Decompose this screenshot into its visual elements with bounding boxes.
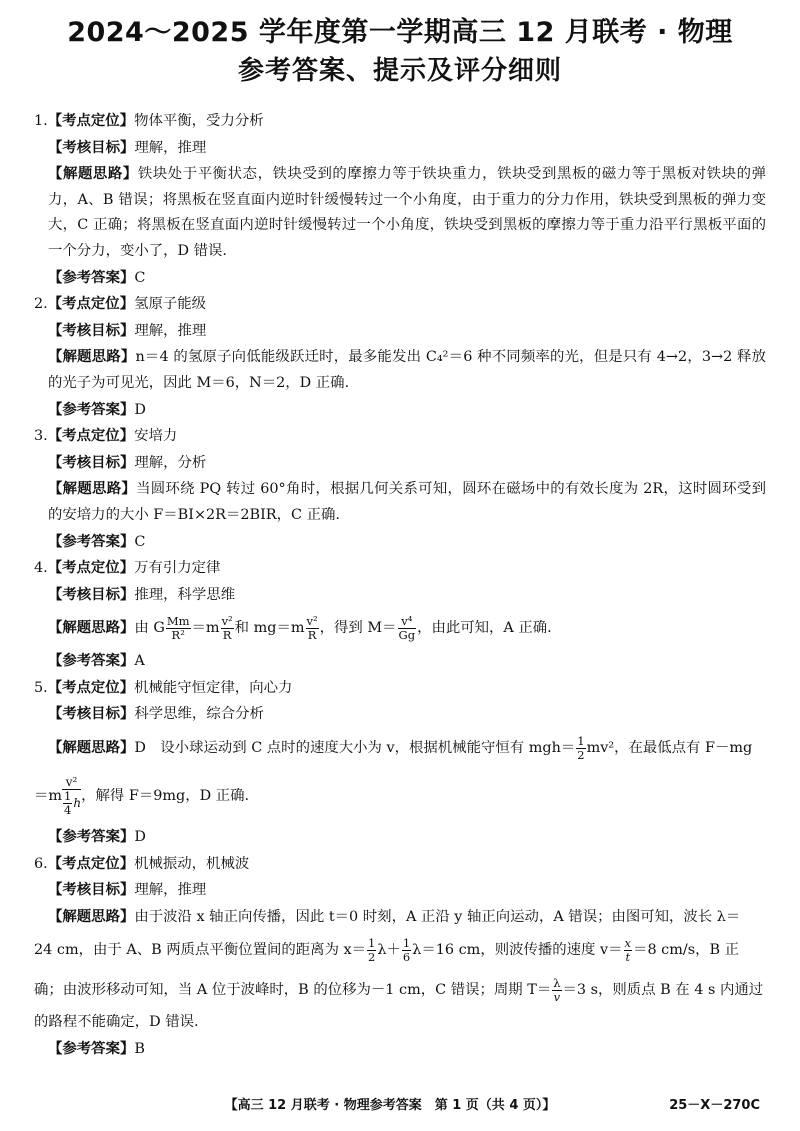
kd-text: 机械能守恒定律，向心力 xyxy=(134,679,293,696)
mb-label: 【考核目标】 xyxy=(48,138,135,156)
jt-text: 当圆环绕 PQ 转过 60°角时，根据几何关系可知，圆环在磁场中的有效长度为 2R，这时圆环受到的安培力的大小 F＝BI×2R＝2BIR，C 正确. xyxy=(48,481,766,523)
kd-text: 安培力 xyxy=(134,428,178,445)
jt-text: 铁块处于平衡状态，铁块受到的摩擦力等于铁块重力，铁块受到黑板的磁力等于黑板对铁块的弹力，A、B 错误；将黑板在竖直面内逆时针缓慢转过一个小角度，由于重力的分力作用，铁块受到黑板的弹力变大，C 正确；将黑板在竖直面内逆时针缓慢转过一个小角度，铁块受到黑板的摩擦力等于重力沿平行黑板平面的一个分力，变小了，D 错误. xyxy=(48,166,766,259)
da-label: 【参考答案】 xyxy=(48,1040,135,1058)
kd-text: 机械振动，机械波 xyxy=(134,855,250,872)
mb-label: 【考核目标】 xyxy=(48,705,135,723)
da-label: 【参考答案】 xyxy=(48,532,135,550)
fraction: $\frac{x}{t}$ xyxy=(624,935,632,964)
mb-text: 理解，推理 xyxy=(134,322,207,339)
jt-label: 【解题思路】 xyxy=(48,739,135,757)
jt-label: 【解题思路】 xyxy=(48,480,137,498)
question-number: 5. xyxy=(34,679,48,696)
da-label: 【参考答案】 xyxy=(48,828,135,846)
mb-label: 【考核目标】 xyxy=(48,453,135,471)
kd-label: 【考点定位】 xyxy=(47,559,135,577)
fraction: $\frac{Mm}{\text{R²}}$ xyxy=(166,613,190,642)
jt-text: 由 G xyxy=(134,620,165,637)
kd-label: 【考点定位】 xyxy=(47,295,135,313)
kd-label: 【考点定位】 xyxy=(47,427,135,445)
question-5: 5.【考点定位】机械能守恒定律，向心力 【考核目标】科学思维，综合分析 【解题思路】D 设小球运动到 C 点时的速度大小为 v，根据机械能守恒有 mgh＝ $\frac{1}{2}$ mv²，在最低点有 F－mg ＝m v² $\frac{1}{4}$ h ，解得 F＝9mg，D 正确. 【参考答案】D xyxy=(34,678,753,846)
answer-value: C xyxy=(134,269,146,286)
kd-label: 【考点定位】 xyxy=(47,678,135,696)
fraction: $\frac{1}{2}$ xyxy=(577,733,585,762)
fraction: $\frac{\lambda}{v}$ xyxy=(553,975,561,1004)
mb-text: 理解，推理 xyxy=(134,882,207,899)
mb-text: 理解，推理 xyxy=(134,139,207,156)
question-number: 1. xyxy=(34,113,48,129)
question-3 xyxy=(34,423,766,555)
da-label: 【参考答案】 xyxy=(48,268,135,286)
fraction: v² $\frac{1}{4}$ h xyxy=(64,775,82,818)
fraction: $\frac{\text{v²}}{R}$ xyxy=(306,613,318,642)
mb-label: 【考核目标】 xyxy=(48,881,135,899)
page-title: 2024～2025 学年度第一学期高三 12 月联考 · 物理 xyxy=(67,17,733,48)
kd-label: 【考点定位】 xyxy=(47,854,135,872)
page-subtitle: 参考答案、提示及评分细则 xyxy=(237,56,562,86)
question-number: 3. xyxy=(34,428,48,445)
kd-text: 万有引力定律 xyxy=(134,560,221,577)
mb-text: 科学思维，综合分析 xyxy=(134,706,264,723)
question-number: 2. xyxy=(34,296,48,313)
question-4: 4.【考点定位】万有引力定律 【考核目标】推理，科学思维 【解题思路】由 G $\frac{Mm}{\text{R²}}$ ＝m $\frac{\text{v²}}{R}$ 和 mg＝m $\frac{\text{v²}}{R}$ ，得到 M＝ $\frac{\text{v⁴}}{Gg}$ ，由此可知，A 正确. 【参考答案】A xyxy=(34,559,552,670)
fraction: $\frac{1}{2}$ xyxy=(368,935,376,964)
mb-label: 【考核目标】 xyxy=(48,585,135,603)
mb-text: 理解，分析 xyxy=(134,454,207,471)
fraction: $\frac{\text{v²}}{R}$ xyxy=(221,613,233,642)
da-label: 【参考答案】 xyxy=(48,400,135,418)
answer-value: D xyxy=(134,401,146,418)
jt-label: 【解题思路】 xyxy=(48,907,135,925)
da-label: 【参考答案】 xyxy=(48,652,135,670)
jt-label: 【解题思路】 xyxy=(48,165,138,183)
mb-label: 【考核目标】 xyxy=(48,321,135,339)
jt-text: D 设小球运动到 C 点时的速度大小为 v，根据机械能守恒有 mgh＝ xyxy=(134,740,576,757)
question-1 xyxy=(34,108,766,291)
answer-content xyxy=(34,108,766,1063)
footer-code: 25－X－270C xyxy=(669,1098,760,1113)
answer-value: A xyxy=(134,653,145,670)
jt-text: n＝4 的氢原子向低能级跃迁时，最多能发出 C₄²＝6 种不同频率的光，但是只有 4→2，3→2 释放的光子为可见光，因此 M＝6，N＝2，D 正确. xyxy=(48,349,766,391)
question-2 xyxy=(34,291,766,423)
answer-value: B xyxy=(134,1041,145,1058)
fraction: $\frac{\text{v⁴}}{Gg}$ xyxy=(398,613,416,642)
answer-value: C xyxy=(134,533,146,550)
jt-label: 【解题思路】 xyxy=(48,348,136,366)
mb-text: 推理，科学思维 xyxy=(134,586,236,603)
jt-label: 【解题思路】 xyxy=(48,619,135,637)
footer-page-info: 【高三 12 月联考 · 物理参考答案 第 1 页（共 4 页）】 xyxy=(224,1098,556,1113)
question-number: 4. xyxy=(34,560,48,577)
fraction: $\frac{1}{6}$ xyxy=(402,935,411,964)
kd-label: 【考点定位】 xyxy=(47,112,135,129)
question-6: 6.【考点定位】机械振动，机械波 【考核目标】理解，推理 【解题思路】由于波沿 x 轴正向传播，因此 t＝0 时刻，A 正沿 y 轴正向运动，A 错误；由图可知，波长 λ＝ 24 cm，由于 A、B 两质点平衡位置间的距离为 x＝ $\frac{1}{2}$ λ＋ $\frac{1}{6}$ λ＝16 cm，则波传播的速度 v＝ $\frac{x}{t}$ ＝8 cm/s，B 正 确；由波形移动可知，当 A 位于波峰时，B 的位移为－1 cm，C 错误；周期 T＝ $\frac{\lambda}{v}$ ＝3 s，则质点 B 在 4 s 内通过 的路程不能确定，D 错误. 【参考答案】B xyxy=(34,854,764,1058)
kd-text: 物体平衡，受力分析 xyxy=(134,113,264,129)
question-number: 6. xyxy=(34,855,48,872)
answer-value: D xyxy=(134,829,146,846)
kd-text: 氢原子能级 xyxy=(134,296,207,313)
jt-text: 由于波沿 x 轴正向传播，因此 t＝0 时刻，A 正沿 y 轴正向运动，A 错误；由图可知，波长 λ＝ xyxy=(134,908,741,925)
